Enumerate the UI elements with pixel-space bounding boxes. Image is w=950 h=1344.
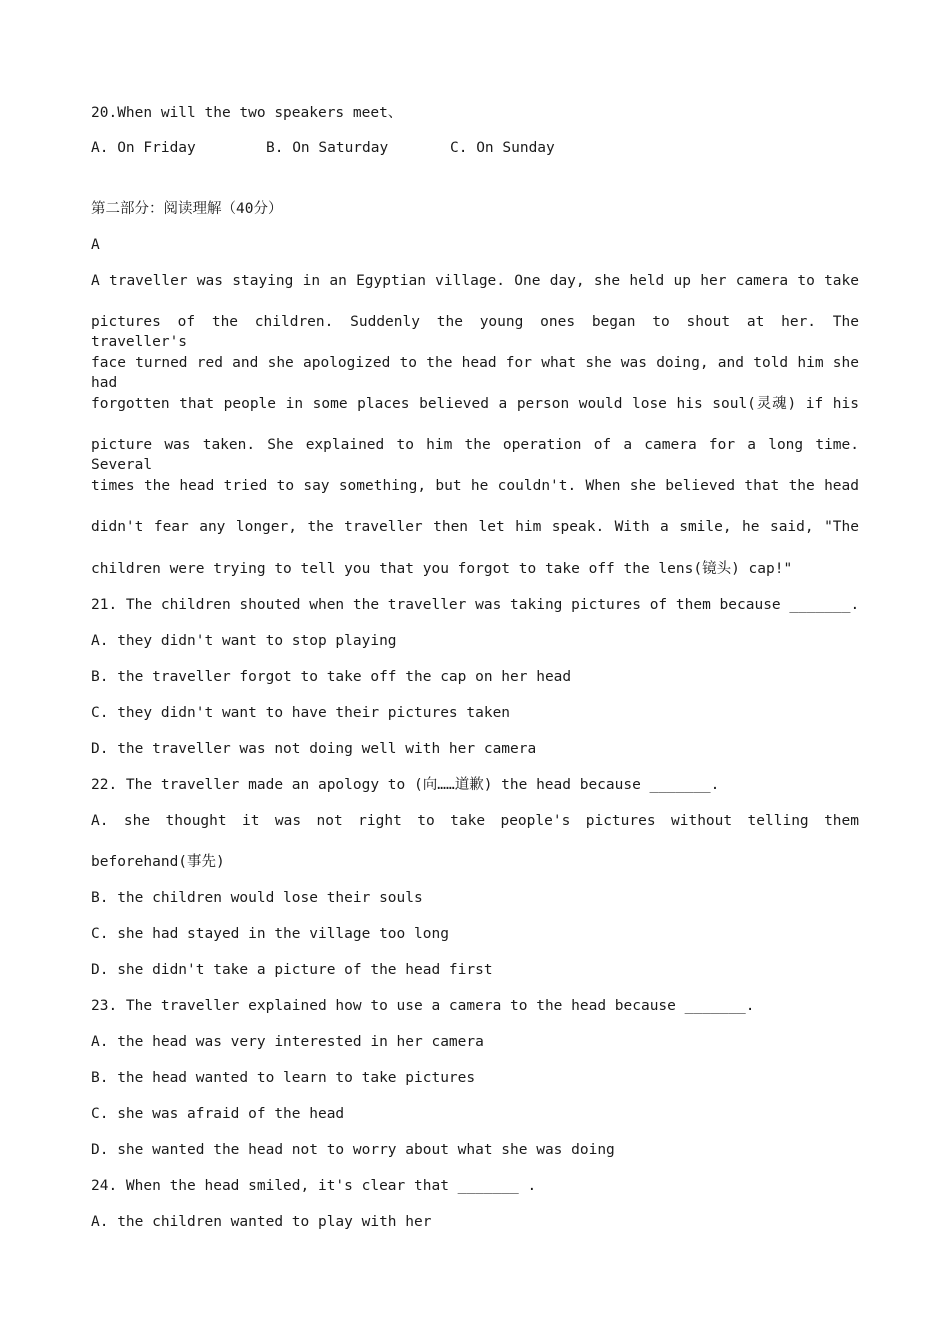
q20-option-a: A. On Friday — [91, 140, 196, 156]
q23-stem: 23. The traveller explained how to use a camera to the head because _______. — [91, 998, 755, 1014]
q22-stem: 22. The traveller made an apology to (向……道歉) the head because _______. — [91, 777, 720, 793]
q23-option-b: B. the head wanted to learn to take pictures — [91, 1070, 476, 1086]
passage-line-8: children were trying to tell you that you forgot to take off the lens(镜头) cap!" — [91, 561, 793, 577]
passage-line-5: picture was taken. She explained to him the operation of a camera for a long time. Several — [91, 437, 859, 473]
q22-option-a-line-1: A. she thought it was not right to take people's pictures without telling them — [91, 813, 859, 829]
q23-option-d: D. she wanted the head not to worry about what she was doing — [91, 1142, 615, 1158]
q24-stem: 24. When the head smiled, it's clear that _______ . — [91, 1178, 537, 1194]
q22-option-a-line-2: beforehand(事先) — [91, 854, 225, 870]
q21-stem: 21. The children shouted when the traveller was taking pictures of them because _______. — [91, 597, 860, 613]
q21-option-d: D. the traveller was not doing well with her camera — [91, 741, 537, 757]
q23-option-c: C. she was afraid of the head — [91, 1106, 345, 1122]
passage-label: A — [91, 237, 100, 253]
passage-line-4: forgotten that people in some places believed a person would lose his soul(灵魂) if his — [91, 396, 859, 412]
q20-option-c: C. On Sunday — [450, 140, 555, 156]
q22-option-c: C. she had stayed in the village too long — [91, 926, 449, 942]
q20-option-b: B. On Saturday — [266, 140, 389, 156]
passage-line-1: A traveller was staying in an Egyptian village. One day, she held up her camera to take — [91, 273, 859, 289]
passage-line-3: face turned red and she apologized to the head for what she was doing, and told him she had — [91, 355, 859, 391]
q21-option-c: C. they didn't want to have their pictures taken — [91, 705, 511, 721]
q21-option-b: B. the traveller forgot to take off the cap on her head — [91, 669, 572, 685]
q20-stem: 20.When will the two speakers meet、 — [91, 105, 403, 121]
passage-line-2: pictures of the children. Suddenly the young ones began to shout at her. The traveller's — [91, 314, 859, 350]
section-title: 第二部分：阅读理解（40分） — [91, 201, 283, 217]
passage-line-6: times the head tried to say something, but he couldn't. When she believed that the head — [91, 478, 859, 494]
passage-line-7: didn't fear any longer, the traveller then let him speak. With a smile, he said, "The — [91, 519, 859, 535]
q22-option-b: B. the children would lose their souls — [91, 890, 423, 906]
q24-option-a: A. the children wanted to play with her — [91, 1214, 432, 1230]
q23-option-a: A. the head was very interested in her camera — [91, 1034, 484, 1050]
q21-option-a: A. they didn't want to stop playing — [91, 633, 397, 649]
q22-option-d: D. she didn't take a picture of the head first — [91, 962, 493, 978]
